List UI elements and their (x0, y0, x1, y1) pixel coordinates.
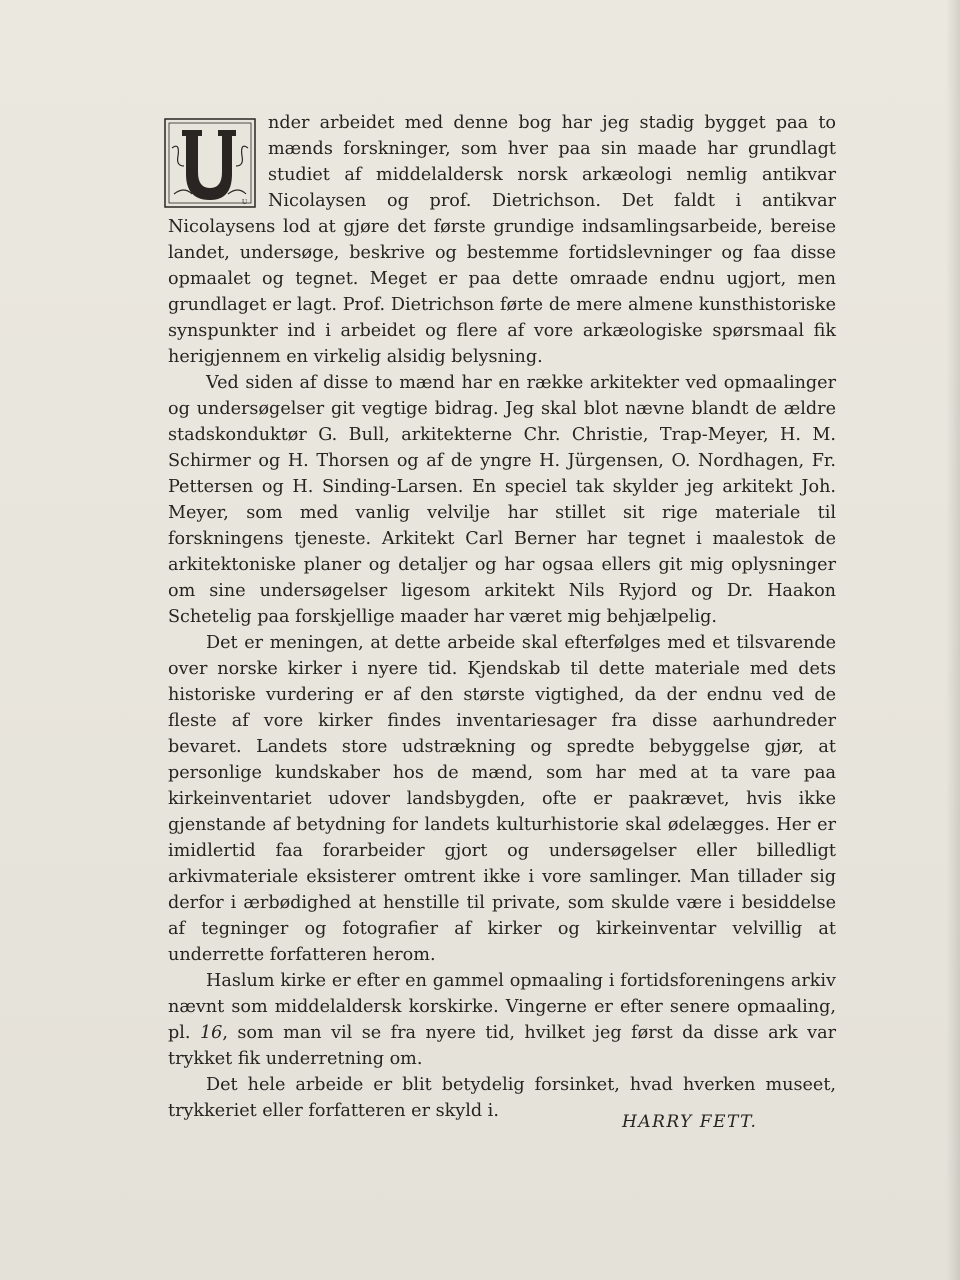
preface-text (168, 110, 836, 1124)
paragraph-4-text-a: Haslum kirke er efter en gammel opmaaling i fortidsforeningens arkiv nævnt som middelaldersk korskirke. Vingerne er efter senere opmaaling, pl. (168, 971, 836, 1043)
paragraph-1 (168, 110, 836, 370)
paragraph-1-text: nder arbeidet med denne bog har jeg stadig bygget paa to mænds forskninger, som hver paa sin maade har grundlagt studiet af middelaldersk norsk arkæologi nemlig antikvar Nicolaysen og prof. Dietrichson. Det faldt i antikvar Nicolaysens lod at gjøre det første grundige indsamlingsarbeide, bereise landet, undersøge, beskrive og bestemme fortidslevninger og faa disse opmaalet og tegnet. Meget er paa dette omraade endnu ugjort, men grundlaget er lagt. Prof. Dietrichson førte de mere almene kunsthistoriske synspunkter ind i arbeidet og flere af vore arkæologiske spørsmaal fik herigjennem en virkelig alsidig belysning. (168, 113, 836, 367)
paragraph-4 (168, 968, 836, 1072)
paragraph-2: Ved siden af disse to mænd har en række arkitekter ved opmaalinger og undersøgelser git vegtige bidrag. Jeg skal blot nævne blandt de ældre stadskonduktør G. Bull, arkitekterne Chr. Christie, Trap-Meyer, H. M. Schirmer og H. Thorsen og af de yngre H. Jürgensen, O. Nordhagen, Fr. Pettersen og H. Sinding-Larsen. En speciel tak skylder jeg arkitekt Joh. Meyer, som med vanlig velvilje har stillet sit rige materiale til forskningens tjeneste. Arkitekt Carl Berner har tegnet i maalestok de arkitektoniske planer og detaljer og har ogsaa ellers git mig oplysninger om sine undersøgelser ligesom arkitekt Nils Ryjord og Dr. Haakon Schetelig paa forskjellige maader har været mig behjælpelig. (168, 373, 836, 627)
ornamental-drop-cap-u (164, 118, 256, 208)
paragraph-4-text-b: , som man vil se fra nyere tid, hvilket jeg først da disse ark var trykket fik underretning om. (168, 1023, 837, 1069)
paragraph-5: Det hele arbeide er blit betydelig forsinket, hvad hverken museet, trykkeriet eller forfatteren er skyld i. (168, 1075, 836, 1121)
author-signature: HARRY FETT. (622, 1112, 758, 1132)
drop-cap-letter: U (242, 198, 248, 206)
plate-number: 16 (199, 1023, 223, 1043)
paragraph-3: Det er meningen, at dette arbeide skal efterfølges med et tilsvarende over norske kirker i nyere tid. Kjendskab til dette materiale med dets historiske vurdering er af den største vigtighed, da der endnu ved de fleste af vore kirker findes inventariesager fra disse aarhundreder bevaret. Landets store udstrækning og spredte bebyggelse gjør, at personlige kundskaber hos de mænd, som har med at ta vare paa kirkeinventariet udover landsbygden, ofte er paakrævet, hvis ikke gjenstande af betydning for landets kulturhistorie skal ødelægges. Her er imidlertid faa forarbeider gjort og undersøgelser eller billedligt arkivmateriale eksisterer omtrent ikke i vore samlinger. Man tillader sig derfor i ærbødighed at henstille til private, som skulde være i besiddelse af tegninger og fotografier af kirker og kirkeinventar velvillig at underrette forfatteren herom. (168, 633, 836, 965)
